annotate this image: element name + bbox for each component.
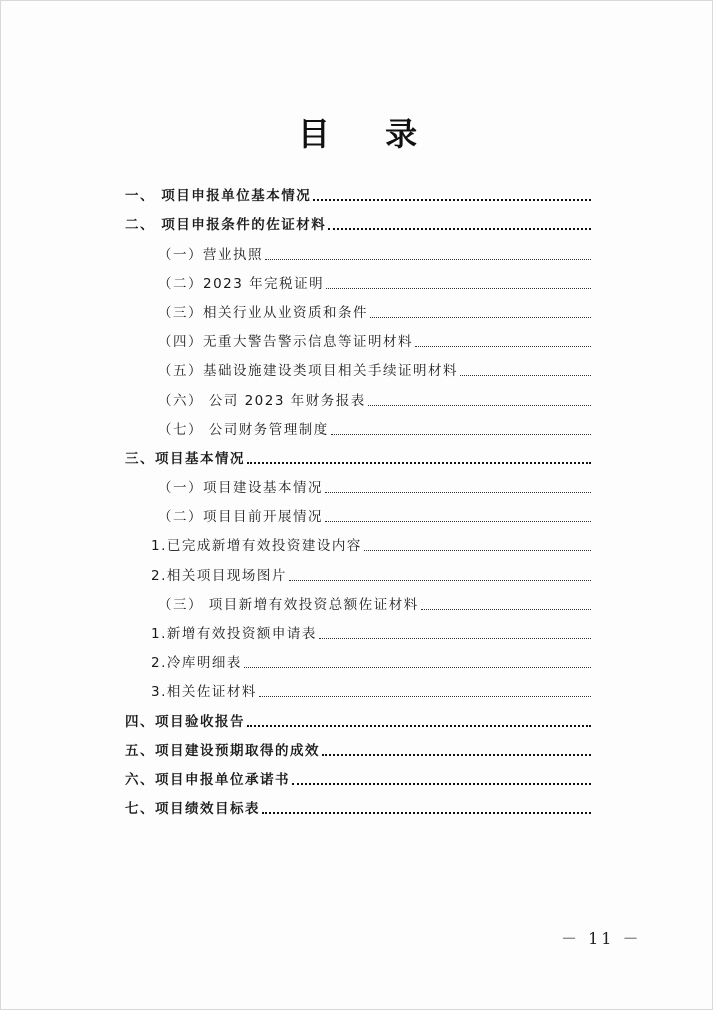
toc-dot-leader <box>322 754 591 756</box>
toc-dot-leader <box>368 405 591 406</box>
toc-dot-leader <box>325 521 591 522</box>
toc-dot-leader <box>289 580 591 581</box>
toc-dot-leader <box>247 462 591 464</box>
toc-entry-label: 四、项目验收报告 <box>125 713 245 730</box>
toc-dot-leader <box>421 609 591 610</box>
toc-dot-leader <box>460 375 591 376</box>
toc-dot-leader <box>370 317 591 318</box>
toc-dot-leader <box>313 199 591 201</box>
toc-entry[interactable] <box>125 264 591 293</box>
toc-entry-label: （三）相关行业从业资质和条件 <box>158 304 368 321</box>
toc-entry[interactable] <box>125 731 591 760</box>
toc-entry[interactable] <box>125 526 591 555</box>
toc-entry-label: （四）无重大警告警示信息等证明材料 <box>158 334 413 351</box>
toc-entry[interactable] <box>125 760 591 789</box>
toc-entry[interactable] <box>125 555 591 584</box>
toc-entry-label: 二、 项目申报条件的佐证材料 <box>125 217 327 234</box>
toc-dot-leader <box>262 812 591 814</box>
toc-dot-leader <box>415 346 591 347</box>
toc-dot-leader <box>331 434 591 435</box>
toc-dot-leader <box>247 725 591 727</box>
toc-dot-leader <box>364 550 591 551</box>
toc-entry[interactable] <box>125 672 591 701</box>
toc-entry[interactable] <box>125 176 591 205</box>
toc-entry-label: （五）基础设施建设类项目相关手续证明材料 <box>158 363 458 380</box>
toc-entry-label: 七、项目绩效目标表 <box>125 801 260 818</box>
toc-entry[interactable] <box>125 439 591 468</box>
toc-entry[interactable] <box>125 322 591 351</box>
toc-entry-label: （一）项目建设基本情况 <box>158 480 323 497</box>
toc-entry-label: 1.已完成新增有效投资建设内容 <box>151 538 362 555</box>
toc-entry[interactable] <box>125 497 591 526</box>
toc-dot-leader <box>292 783 591 785</box>
toc-entry-label: 五、项目建设预期取得的成效 <box>125 742 320 759</box>
toc-entry-label: 3.相关佐证材料 <box>151 684 257 701</box>
toc-entry-label: 1.新增有效投资额申请表 <box>151 626 317 642</box>
toc-dot-leader <box>326 288 591 289</box>
page-title: 目 录 <box>297 115 440 153</box>
toc-entry-label: （一）营业执照 <box>158 246 263 263</box>
toc-entry[interactable] <box>125 351 591 380</box>
toc-dot-leader <box>265 259 591 260</box>
toc-entry-label: 六、项目申报单位承诺书 <box>125 771 290 788</box>
toc-dot-leader <box>319 638 591 639</box>
toc-entry-label: （二）项目目前开展情况 <box>158 509 323 526</box>
toc-entry[interactable] <box>125 410 591 439</box>
toc-entry-label: 2.冷库明细表 <box>151 655 242 672</box>
toc-entry[interactable] <box>125 234 591 263</box>
toc-entry[interactable] <box>125 205 591 234</box>
toc-entry-label: 2.相关项目现场图片 <box>151 567 287 584</box>
toc-dot-leader <box>328 228 591 230</box>
page-number: － 11 － <box>561 929 642 948</box>
toc-entry[interactable] <box>125 380 591 409</box>
toc-dot-leader <box>325 492 591 493</box>
toc-entry[interactable] <box>125 293 591 322</box>
table-of-contents <box>125 176 591 818</box>
toc-entry-label: （二）2023 年完税证明 <box>158 275 325 292</box>
toc-entry-label: （三） 项目新增有效投资总额佐证材料 <box>158 596 419 613</box>
toc-entry-label: 一、 项目申报单位基本情况 <box>125 188 312 205</box>
toc-dot-leader <box>244 667 591 668</box>
toc-entry[interactable] <box>125 614 591 643</box>
toc-entry-label: （七） 公司财务管理制度 <box>158 421 329 438</box>
toc-entry-label: （六） 公司 2023 年财务报表 <box>158 392 366 409</box>
toc-entry[interactable] <box>125 789 591 818</box>
toc-dot-leader <box>259 696 591 697</box>
toc-entry[interactable] <box>125 585 591 614</box>
toc-entry-label: 三、项目基本情况 <box>125 450 245 467</box>
toc-entry[interactable] <box>125 701 591 730</box>
toc-entry[interactable] <box>125 643 591 672</box>
toc-entry[interactable] <box>125 468 591 497</box>
